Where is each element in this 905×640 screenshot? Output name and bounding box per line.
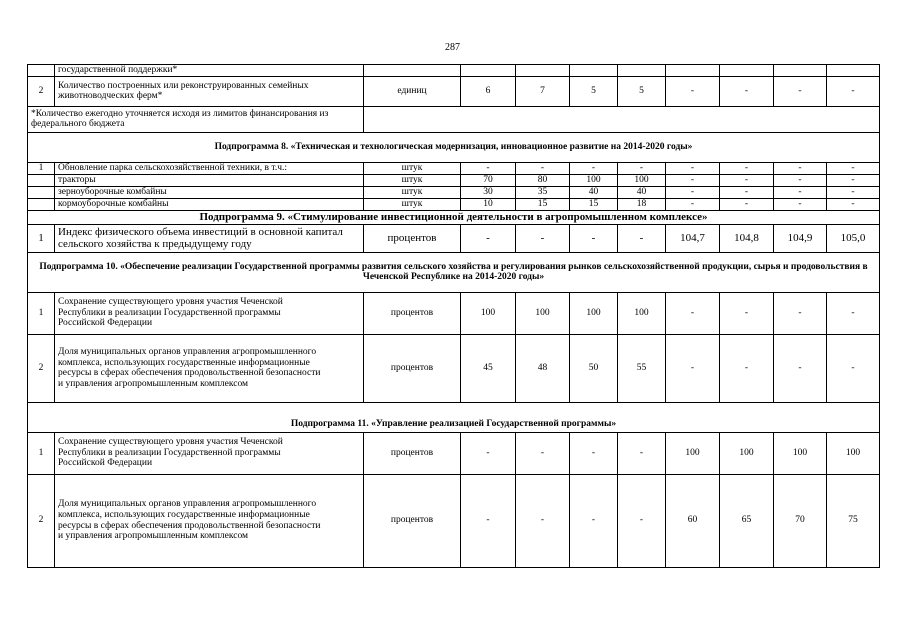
indicator-name: тракторы — [55, 174, 364, 186]
unit-cell: штук — [364, 174, 461, 186]
value-cell: - — [618, 474, 666, 567]
subprogram-8-header — [28, 132, 880, 162]
value-cell: - — [774, 162, 827, 174]
row-number: 1 — [28, 432, 55, 474]
value-cell: 100 — [618, 174, 666, 186]
row-number: 1 — [28, 292, 55, 334]
value-cell: - — [666, 162, 720, 174]
indicator-name: государственной поддержки* — [55, 65, 364, 77]
value-cell: 70 — [461, 174, 516, 186]
subprogram-10-header — [28, 252, 880, 292]
indicator-name: зерноуборочные комбайны — [55, 186, 364, 198]
value-cell: 30 — [461, 186, 516, 198]
value-cell: - — [720, 174, 774, 186]
indicator-name: Доля муниципальных органов управления агропромышленного комплекса, использующих государственные информационные ресурсы в сферах обеспечения продовольственной безопасности и управления агропромышленным комплексом — [55, 334, 364, 402]
value-cell: - — [774, 76, 827, 106]
value-cell: 100 — [570, 292, 618, 334]
indicator-name: Индекс физического объема инвестиций в основной капитал сельского хозяйства к предыдущему году — [55, 224, 364, 252]
value-cell: - — [720, 292, 774, 334]
footnote-row — [28, 106, 880, 132]
value-cell: 100 — [570, 174, 618, 186]
value-cell: 15 — [570, 198, 618, 210]
value-cell: 6 — [461, 76, 516, 106]
value-cell: - — [516, 162, 570, 174]
value-cell: - — [461, 432, 516, 474]
value-cell: - — [618, 224, 666, 252]
value-cell: 100 — [461, 292, 516, 334]
indicator-name: Обновление парка сельскохозяйственной техники, в т.ч.: — [55, 162, 364, 174]
subprogram-11-header — [28, 402, 880, 432]
row-number — [28, 186, 55, 198]
value-cell: 35 — [516, 186, 570, 198]
table-row — [28, 174, 880, 186]
value-cell: - — [516, 432, 570, 474]
indicators-table — [27, 64, 880, 568]
value-cell: - — [666, 198, 720, 210]
table-row — [28, 334, 880, 402]
value-cell: - — [720, 198, 774, 210]
value-cell: 50 — [570, 334, 618, 402]
unit-cell: процентов — [364, 224, 461, 252]
unit-cell: штук — [364, 162, 461, 174]
value-cell: - — [570, 474, 618, 567]
value-cell: 100 — [720, 432, 774, 474]
table-row — [28, 432, 880, 474]
indicator-name: Сохранение существующего уровня участия Чеченской Республики в реализации Государственной программы Российской Федерации — [55, 292, 364, 334]
row-number: 1 — [28, 224, 55, 252]
value-cell: 15 — [516, 198, 570, 210]
unit-cell: штук — [364, 198, 461, 210]
value-cell: 75 — [827, 474, 880, 567]
value-cell: 105,0 — [827, 224, 880, 252]
footnote: *Количество ежегодно уточняется исходя из лимитов финансирования из федерального бюджета — [28, 106, 364, 132]
row-number: 2 — [28, 334, 55, 402]
value-cell: - — [516, 474, 570, 567]
value-cell: 60 — [666, 474, 720, 567]
value-cell: - — [666, 292, 720, 334]
value-cell: - — [827, 292, 880, 334]
value-cell: - — [827, 334, 880, 402]
value-cell: - — [461, 224, 516, 252]
value-cell: - — [570, 224, 618, 252]
value-cell: - — [827, 162, 880, 174]
subprogram-title: Подпрограмма 8. «Техническая и технологическая модернизация, инновационное развитие на 2014-2020 годы» — [28, 132, 880, 162]
value-cell: 40 — [618, 186, 666, 198]
value-cell: - — [666, 334, 720, 402]
value-cell: - — [618, 162, 666, 174]
subprogram-9-header — [28, 210, 880, 224]
value-cell: 100 — [666, 432, 720, 474]
unit-cell: штук — [364, 186, 461, 198]
page-number: 287 — [445, 42, 460, 53]
unit-cell: процентов — [364, 292, 461, 334]
value-cell: - — [774, 334, 827, 402]
value-cell: - — [774, 174, 827, 186]
value-cell: 70 — [774, 474, 827, 567]
value-cell: - — [666, 76, 720, 106]
value-cell: - — [461, 162, 516, 174]
value-cell: - — [774, 198, 827, 210]
table-row — [28, 474, 880, 567]
table-row — [28, 224, 880, 252]
value-cell: - — [570, 432, 618, 474]
table-row — [28, 292, 880, 334]
table-row — [28, 162, 880, 174]
value-cell: - — [827, 76, 880, 106]
row-number — [28, 198, 55, 210]
subprogram-title: Подпрограмма 9. «Стимулирование инвестиционной деятельности в агропромышленном комплексе» — [28, 210, 880, 224]
indicator-name: Количество построенных или реконструированных семейных животноводческих ферм* — [55, 76, 364, 106]
table-row — [28, 186, 880, 198]
row-number: 2 — [28, 76, 55, 106]
value-cell: 104,8 — [720, 224, 774, 252]
indicator-name: Сохранение существующего уровня участия Чеченской Республики в реализации Государственной программы Российской Федерации — [55, 432, 364, 474]
value-cell: 48 — [516, 334, 570, 402]
table-row — [28, 65, 880, 77]
value-cell: - — [570, 162, 618, 174]
value-cell: - — [666, 186, 720, 198]
table-row — [28, 76, 880, 106]
value-cell: 100 — [618, 292, 666, 334]
row-number — [28, 65, 55, 77]
value-cell: 80 — [516, 174, 570, 186]
value-cell: - — [461, 474, 516, 567]
value-cell: - — [720, 76, 774, 106]
value-cell: 5 — [618, 76, 666, 106]
value-cell: - — [720, 186, 774, 198]
value-cell: - — [666, 174, 720, 186]
value-cell: 7 — [516, 76, 570, 106]
unit-cell: процентов — [364, 432, 461, 474]
value-cell: 100 — [827, 432, 880, 474]
value-cell: 104,9 — [774, 224, 827, 252]
unit-cell: процентов — [364, 334, 461, 402]
value-cell: 45 — [461, 334, 516, 402]
row-number: 2 — [28, 474, 55, 567]
unit-cell: единиц — [364, 76, 461, 106]
value-cell: - — [827, 186, 880, 198]
table-row — [28, 198, 880, 210]
row-number: 1 — [28, 162, 55, 174]
value-cell: - — [827, 198, 880, 210]
indicator-name: Доля муниципальных органов управления агропромышленного комплекса, использующих государственные информационные ресурсы в сферах обеспечения продовольственной безопасности и управления агропромышленным комплексом — [55, 474, 364, 567]
value-cell: 100 — [516, 292, 570, 334]
value-cell: 104,7 — [666, 224, 720, 252]
value-cell: - — [618, 432, 666, 474]
row-number — [28, 174, 55, 186]
subprogram-title: Подпрограмма 11. «Управление реализацией Государственной программы» — [28, 402, 880, 432]
value-cell: - — [516, 224, 570, 252]
subprogram-title: Подпрограмма 10. «Обеспечение реализации Государственной программы развития сельского хозяйства и регулирования рынков сельскохозяйственной продукции, сырья и продовольствия в Чеченской Республике на 2014-2020 годы» — [28, 252, 880, 292]
value-cell: 65 — [720, 474, 774, 567]
value-cell: 18 — [618, 198, 666, 210]
value-cell: 55 — [618, 334, 666, 402]
value-cell: - — [720, 334, 774, 402]
unit-cell: процентов — [364, 474, 461, 567]
value-cell: 10 — [461, 198, 516, 210]
value-cell: 40 — [570, 186, 618, 198]
value-cell: - — [774, 186, 827, 198]
value-cell: - — [720, 162, 774, 174]
value-cell: 5 — [570, 76, 618, 106]
value-cell: - — [774, 292, 827, 334]
indicator-name: кормоуборочные комбайны — [55, 198, 364, 210]
value-cell: - — [827, 174, 880, 186]
value-cell: 100 — [774, 432, 827, 474]
